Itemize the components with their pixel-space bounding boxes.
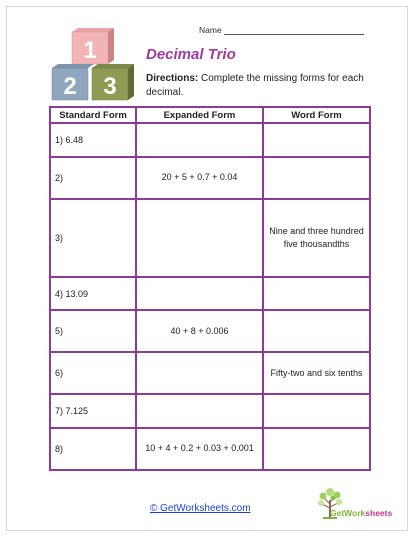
worksheet-title: Decimal Trio bbox=[146, 46, 236, 63]
name-underline[interactable] bbox=[224, 26, 364, 35]
word-form-cell[interactable] bbox=[263, 123, 370, 157]
standard-form-cell[interactable]: 3) bbox=[50, 199, 136, 277]
table-row bbox=[50, 157, 370, 199]
logo-text bbox=[330, 508, 392, 518]
word-form-cell[interactable]: Nine and three hundred five thousandths bbox=[263, 199, 370, 277]
block-digit-1: 1 bbox=[83, 37, 97, 64]
table-row bbox=[50, 277, 370, 311]
tree-logo-icon bbox=[311, 486, 401, 524]
column-header-expanded: Expanded Form bbox=[136, 107, 263, 123]
table-row bbox=[50, 199, 370, 277]
block-digit-2: 2 bbox=[63, 73, 77, 100]
block-digit-3: 3 bbox=[103, 73, 117, 100]
expanded-form-cell[interactable] bbox=[136, 352, 263, 394]
getworksheets-link[interactable]: © GetWorksheets.com bbox=[150, 503, 251, 514]
name-field[interactable] bbox=[199, 25, 364, 35]
table-row bbox=[50, 428, 370, 470]
table-row bbox=[50, 352, 370, 394]
expanded-form-cell[interactable] bbox=[136, 123, 263, 157]
expanded-form-cell[interactable] bbox=[136, 199, 263, 277]
standard-form-cell[interactable]: 5) bbox=[50, 310, 136, 352]
directions bbox=[146, 72, 374, 100]
expanded-form-cell[interactable] bbox=[136, 277, 263, 311]
expanded-form-cell[interactable]: 10 + 4 + 0.2 + 0.03 + 0.001 bbox=[136, 428, 263, 470]
table-row bbox=[50, 310, 370, 352]
word-form-cell[interactable]: Fifty-two and six tenths bbox=[263, 352, 370, 394]
directions-text: Complete the missing forms for each decimal. bbox=[146, 73, 364, 98]
expanded-form-cell[interactable]: 40 + 8 + 0.006 bbox=[136, 310, 263, 352]
name-label: Name bbox=[199, 25, 222, 35]
word-form-cell[interactable] bbox=[263, 157, 370, 199]
expanded-form-cell[interactable]: 20 + 5 + 0.7 + 0.04 bbox=[136, 157, 263, 199]
standard-form-cell[interactable]: 2) bbox=[50, 157, 136, 199]
word-form-cell[interactable] bbox=[263, 394, 370, 428]
column-header-standard: Standard Form bbox=[50, 107, 136, 123]
standard-form-cell[interactable]: 1) 6.48 bbox=[50, 123, 136, 157]
table-row bbox=[50, 394, 370, 428]
table-header-row bbox=[50, 107, 370, 123]
logo-text-main: GetWork bbox=[330, 508, 366, 518]
expanded-form-cell[interactable] bbox=[136, 394, 263, 428]
directions-label: Directions: bbox=[146, 73, 199, 84]
standard-form-cell[interactable]: 6) bbox=[50, 352, 136, 394]
standard-form-cell[interactable]: 7) 7.125 bbox=[50, 394, 136, 428]
word-form-cell[interactable] bbox=[263, 277, 370, 311]
word-form-cell[interactable] bbox=[263, 428, 370, 470]
standard-form-cell[interactable]: 8) bbox=[50, 428, 136, 470]
column-header-word: Word Form bbox=[263, 107, 370, 123]
logo-text-accent: sheets bbox=[365, 508, 393, 518]
number-blocks-image bbox=[48, 28, 140, 102]
standard-form-cell[interactable]: 4) 13.09 bbox=[50, 277, 136, 311]
decimal-table bbox=[49, 106, 371, 471]
word-form-cell[interactable] bbox=[263, 310, 370, 352]
table-row bbox=[50, 123, 370, 157]
